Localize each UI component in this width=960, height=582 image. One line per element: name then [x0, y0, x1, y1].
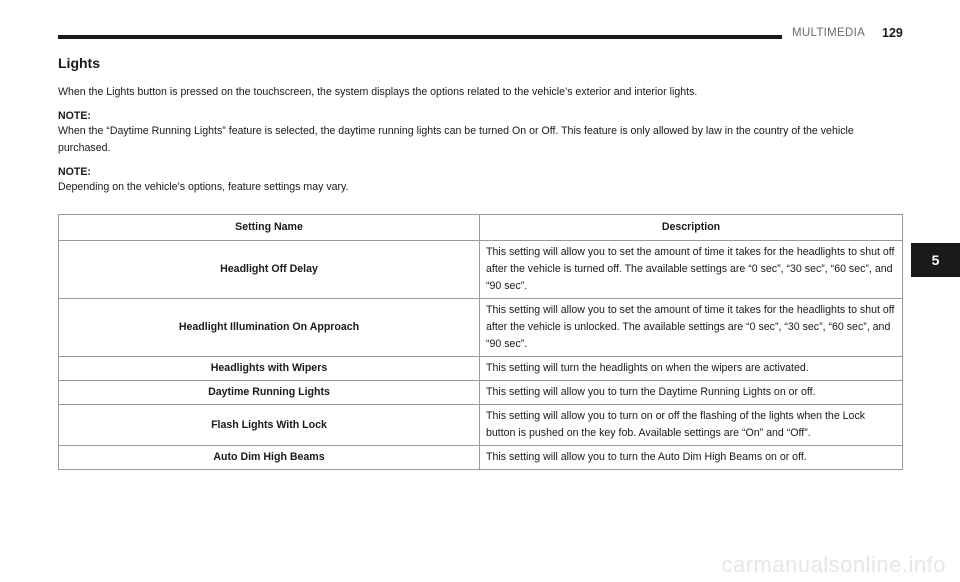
setting-description-cell: This setting will allow you to set the amount of time it takes for the headlights to shut off after the vehicle is turned off. The available settings are “0 sec”, “30 sec”, “60 sec”, and “90 sec”.	[480, 241, 903, 299]
setting-name-cell: Headlights with Wipers	[59, 357, 480, 381]
page-content	[58, 55, 903, 470]
setting-name-cell: Auto Dim High Beams	[59, 446, 480, 470]
table-row	[59, 381, 903, 405]
section-title: Lights	[58, 55, 100, 71]
chapter-tab: 5	[911, 243, 960, 277]
note-text: When the “Daytime Running Lights” feature is selected, the daytime running lights can be turned On or Off. This feature is only allowed by law in the country of the vehicle purchased.	[58, 125, 854, 154]
note-label: NOTE:	[58, 110, 91, 122]
setting-description-cell: This setting will allow you to turn the Auto Dim High Beams on or off.	[480, 446, 903, 470]
section-name: MULTIMEDIA	[792, 27, 866, 39]
page-number: 129	[882, 26, 903, 40]
setting-description-cell: This setting will allow you to turn the Daytime Running Lights on or off.	[480, 381, 903, 405]
table-row	[59, 299, 903, 357]
setting-description-cell: This setting will allow you to set the amount of time it takes for the headlights to shut off after the vehicle is unlocked. The available settings are “0 sec”, “30 sec”, “60 sec”, and “90 sec”.	[480, 299, 903, 357]
setting-description-cell: This setting will allow you to turn on or off the flashing of the lights when the Lock button is pushed on the key fob. Available settings are “On” and “Off”.	[480, 405, 903, 446]
setting-name-cell: Flash Lights With Lock	[59, 405, 480, 446]
table-row	[59, 357, 903, 381]
setting-name-cell: Daytime Running Lights	[59, 381, 480, 405]
intro-paragraph: When the Lights button is pressed on the touchscreen, the system displays the options related to the vehicle’s exterior and interior lights.	[58, 86, 698, 98]
column-header-setting-name: Setting Name	[59, 215, 480, 241]
note-text: Depending on the vehicle’s options, feature settings may vary.	[58, 181, 349, 193]
watermark: carmanualsonline.info	[721, 552, 946, 577]
table-row	[59, 241, 903, 299]
table-row	[59, 446, 903, 470]
table-header-row	[59, 215, 903, 241]
note-label: NOTE:	[58, 166, 91, 178]
setting-name-cell: Headlight Illumination On Approach	[59, 299, 480, 357]
header-rule	[58, 35, 782, 39]
table-row	[59, 405, 903, 446]
column-header-description: Description	[480, 215, 903, 241]
setting-description-cell: This setting will turn the headlights on when the wipers are activated.	[480, 357, 903, 381]
settings-table	[58, 214, 903, 470]
setting-name-cell: Headlight Off Delay	[59, 241, 480, 299]
